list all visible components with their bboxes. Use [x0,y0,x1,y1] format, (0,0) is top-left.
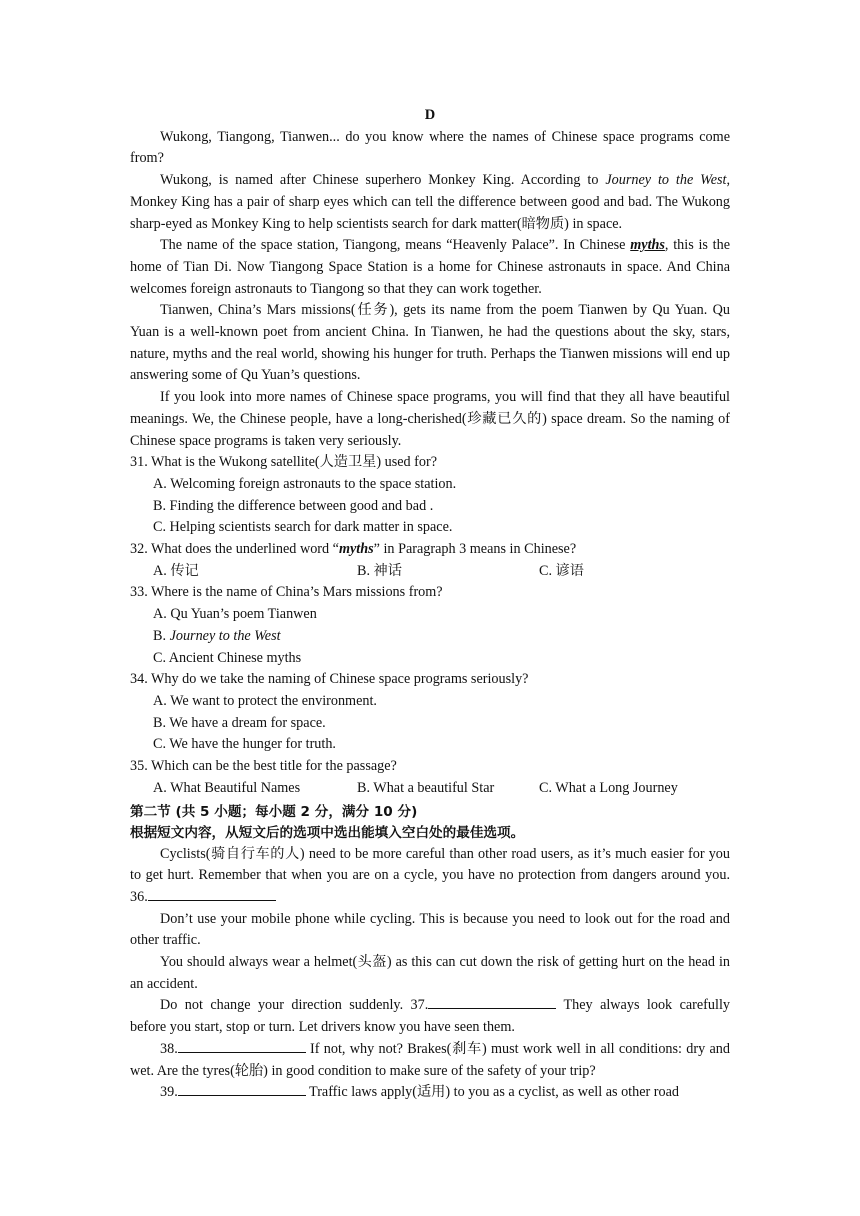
question-33-option-c: C. Ancient Chinese myths [153,649,302,666]
question-32-option-b: B. 神话 [357,562,402,579]
section-heading: D [424,107,436,123]
section-2-header [130,802,730,844]
paragraph-4: Tianwen, China’s Mars missions(任务), gets its name from the poem Tianwen by Qu Yuan. Qu Yuan is a well-known poet from ancient China. In Tianwen, he had the questions about the sky, stars, nature, myths and the real world, showing his hunger for truth. Perhaps the Tianwen missions will end up answering some of Qu Yuan’s questions. [130,302,730,384]
section-2-title: 第二节 (共 5 小题；每小题 2 分，满分 10 分) [130,803,418,820]
question-32: 32. What does the underlined word “myths” in Paragraph 3 means in Chinese? [130,541,577,558]
question-31-option-c: C. Helping scientists search for dark matter in space. [153,519,453,536]
question-33: 33. Where is the name of China’s Mars missions from? [130,584,443,601]
question-31-option-a: A. Welcoming foreign astronauts to the space station. [153,475,457,492]
underlined-word-myths: myths [630,237,665,254]
question-31-option-b: B. Finding the difference between good and bad . [153,497,434,514]
question-35: 35. Which can be the best title for the passage? [130,758,397,775]
question-35-options [130,778,730,800]
blank-38[interactable] [178,1039,306,1053]
blank-36[interactable] [148,887,276,901]
question-34-option-b: B. We have a dream for space. [153,714,326,731]
question-34-option-a: A. We want to protect the environment. [153,692,377,709]
question-32-option-a: A. 传记 [153,562,199,579]
passage2-paragraph-6: 39. Traffic laws apply(适用) to you as a cyclist, as well as other road [160,1084,679,1101]
question-33-option-b: B. Journey to the West [153,627,281,644]
question-32-option-c: C. 谚语 [539,562,584,579]
section-2-instruction: 根据短文内容，从短文后的选项中选出能填入空白处的最佳选项。 [130,824,525,841]
paragraph-5: If you look into more names of Chinese space programs, you will find that they all have beautiful meanings. We, the Chinese people, have a long-cherished(珍藏已久的) space dream. So the naming of Chinese space programs is taken very seriously. [130,389,730,449]
question-35-option-c: C. What a Long Journey [539,779,678,796]
question-31: 31. What is the Wukong satellite(人造卫星) used for? [130,454,438,471]
question-34-option-c: C. We have the hunger for truth. [153,736,336,753]
passage2-paragraph-3: You should always wear a helmet(头盔) as this can cut down the risk of getting hurt on the head in an accident. [130,954,730,992]
document-page [130,105,730,1104]
passage2-paragraph-1: Cyclists(骑自行车的人) need to be more careful than other road users, as it’s much easier for you to get hurt. Remember that when you are on a cycle, you have no protection from dangers around you. 36. [130,845,730,905]
blank-37[interactable] [428,995,556,1009]
question-35-option-a: A. What Beautiful Names [153,779,301,796]
paragraph-3: The name of the space station, Tiangong, means “Heavenly Palace”. In Chinese myths, this is the home of Tian Di. Now Tiangong Space Station is a home for Chinese astronauts in space. And China welcomes foreign astronauts to Tiangong so that they can work together. [130,237,731,297]
paragraph-1: Wukong, Tiangong, Tianwen... do you know where the names of Chinese space programs come from? [130,128,730,167]
blank-39[interactable] [178,1082,306,1096]
paragraph-2: Wukong, is named after Chinese superhero Monkey King. According to Journey to the West, Monkey King has a pair of sharp eyes which can tell the difference between good and bad. The Wukong sharp-eyed as Monkey King to help scientists search for dark matter(暗物质) in space. [130,172,731,232]
question-34: 34. Why do we take the naming of Chinese space programs seriously? [130,671,529,688]
passage2-paragraph-2: Don’t use your mobile phone while cycling. This is because you need to look out for the road and other traffic. [130,910,730,949]
passage2-paragraph-4: Do not change your direction suddenly. 37. They always look carefully before you start, stop or turn. Let drivers know you have seen them. [130,997,730,1036]
book-title: Journey to the West [605,172,727,189]
question-32-options [130,561,730,583]
question-35-option-b: B. What a beautiful Star [357,779,495,796]
question-33-option-a: A. Qu Yuan’s poem Tianwen [153,606,317,623]
passage2-paragraph-5: 38. If not, why not? Brakes(刹车) must work well in all conditions: dry and wet. Are the tyres(轮胎) in good condition to make sure of the safety of your trip? [130,1040,730,1079]
